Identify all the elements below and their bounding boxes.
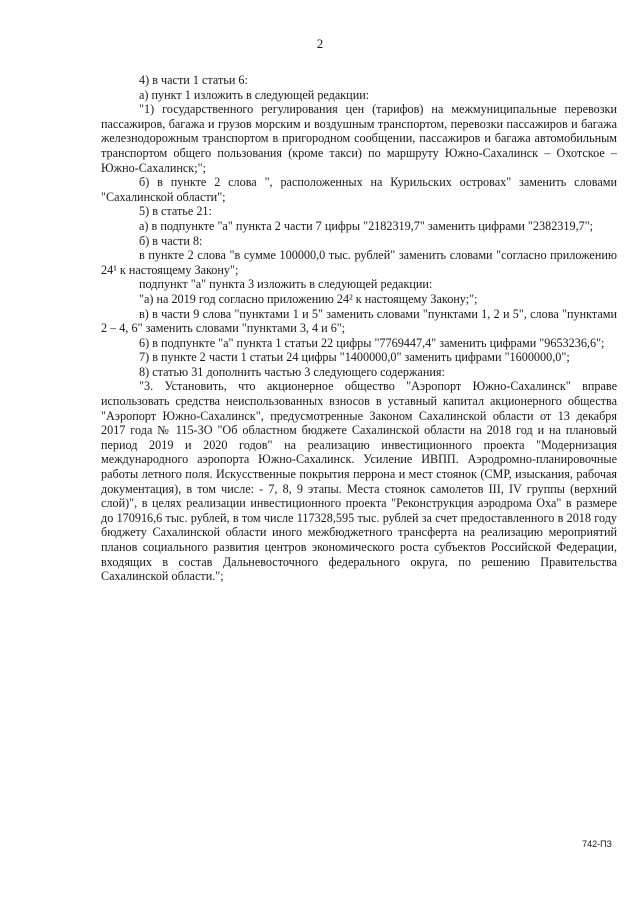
paragraph-item-4: 4) в части 1 статьи 6: xyxy=(139,73,248,87)
paragraph-article-31-part-3: "3. Установить, что акционерное общество "Аэропорт Южно-Сахалинск" вправе использовать средства неиспользованных взносов в уставный капитал акционерного общества "Аэропорт Южно-Сахалинск", предусмотренные Законом Сахалинской области от 13 декабря 2017 года № 115-ЗО "Об областном бюджете Сахалинской области на 2018 год и на плановый период 2019 и 2020 годов" на реализацию инвестиционного проекта "Модернизация международного аэропорта Южно-Сахалинск. Усиление ИВПП. Аэродромно-планировочные работы летного поля. Искусственные покрытия перрона и мест стоянок (СМР, изыскания, рабочая документация), в том числе: - 7, 8, 9 этапы. Места стоянок самолетов III, IV группы (верхний слой)", в целях реализации инвестиционного проекта "Реконструкция аэродрома Оха" в размере до 170916,6 тыс. рублей, в том числе 117328,595 тыс. рублей за счет предоставленного в 2018 году бюджету Сахалинской области иного межбюджетного трансферта на реализацию мероприятий планов социального развития центров экономического роста субъектов Российской Федерации, входящих в состав Дальневосточного федерального округа, по решению Правительства Сахалинской области."; xyxy=(101,379,617,584)
paragraph-item-5-b-point-3: подпункт "а" пункта 3 изложить в следующей редакции: xyxy=(139,277,433,292)
paragraph-subitem-a: а) пункт 1 изложить в следующей редакции: xyxy=(139,87,370,102)
paragraph-item-5-a: а) в подпункте "а" пункта 2 части 7 цифры "2182319,7" заменить цифрами "2382319,7"; xyxy=(139,218,594,233)
paragraph-item-5-b: б) в части 8: xyxy=(139,233,203,248)
paragraph-quoted-clause-1: "1) государственного регулирования цен (тарифов) на межмуниципальные перевозки пассажиров, багажа и грузов морским и воздушным транспортом, перевозки пассажиров и багажа железнодорожным транспортом в пригородном сообщении, пассажиров и багажа автомобильным транспортом общего пользования (кроме такси) по маршруту Южно-Сахалинск – Охотское – Южно-Сахалинск;"; xyxy=(101,102,617,175)
paragraph-item-7: 7) в пункте 2 части 1 статьи 24 цифры "1400000,0" заменить цифрами "1600000,0"; xyxy=(139,350,570,365)
paragraph-item-5-b-point-2: в пункте 2 слова "в сумме 100000,0 тыс. рублей" заменить словами "согласно приложению 24¹ к настоящему Закону"; xyxy=(101,248,617,277)
paragraph-item-5-b-point-3-text: "а) на 2019 год согласно приложению 24² к настоящему Закону;"; xyxy=(139,291,478,306)
page-number: 2 xyxy=(316,36,324,51)
paragraph-item-8: 8) статью 31 дополнить частью 3 следующего содержания: xyxy=(139,364,445,379)
document-code: 742-ПЗ xyxy=(582,839,612,849)
document-body xyxy=(101,73,617,584)
paragraph-item-6: 6) в подпункте "а" пункта 1 статьи 22 цифры "7769447,4" заменить цифрами "9653236,6"; xyxy=(139,335,605,350)
paragraph-item-5: 5) в статье 21: xyxy=(139,204,212,219)
paragraph-item-5-v: в) в части 9 слова "пунктами 1 и 5" заменить словами "пунктами 1, 2 и 5", слова "пунктами 2 – 4, 6" заменить словами "пунктами 3, 4 и 6"; xyxy=(101,306,617,336)
paragraph-subitem-b: б) в пункте 2 слова ", расположенных на Курильских островах" заменить словами "Сахалинской области"; xyxy=(101,175,617,204)
